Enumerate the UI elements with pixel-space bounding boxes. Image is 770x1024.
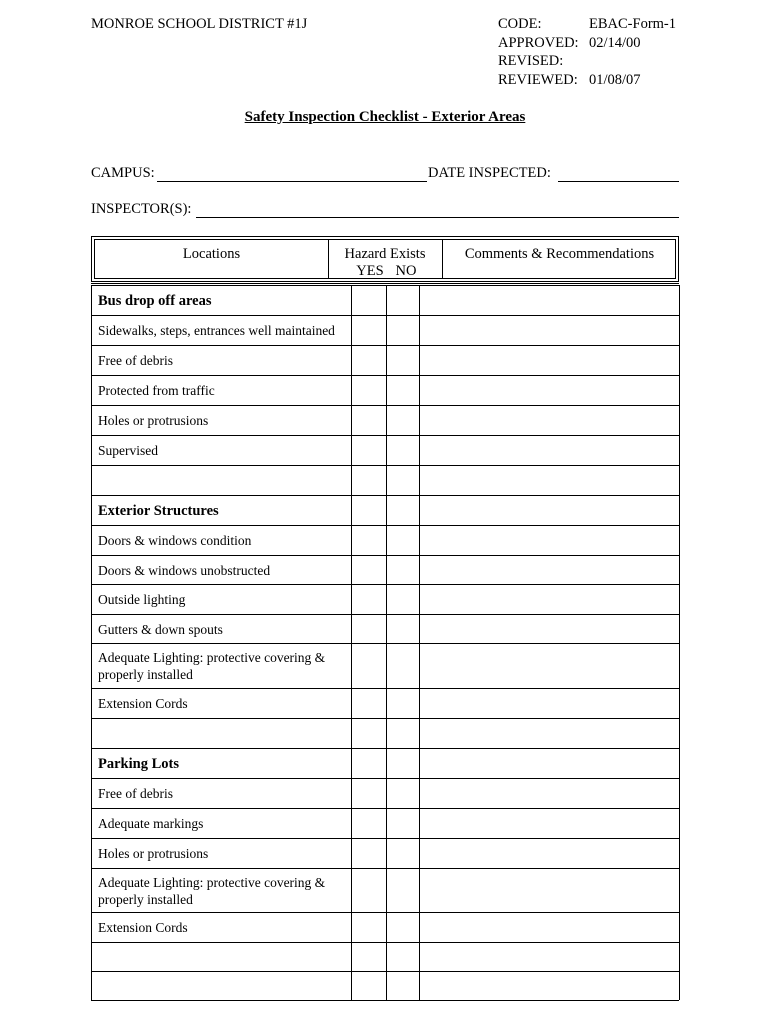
campus-label: CAMPUS: <box>91 165 155 181</box>
hazard-yes-cell[interactable] <box>352 689 386 718</box>
table-top-rule <box>91 283 679 284</box>
hazard-yes-cell[interactable] <box>352 913 386 942</box>
comments-cell[interactable] <box>420 496 679 525</box>
location-label: Adequate markings <box>98 816 204 831</box>
hazard-yes-cell[interactable] <box>352 779 386 808</box>
hazard-yes-cell[interactable] <box>352 943 386 971</box>
meta-label: APPROVED: <box>498 35 579 51</box>
location-label: properly installed <box>98 667 193 682</box>
hazard-no-cell[interactable] <box>387 689 419 718</box>
inspector-label: INSPECTOR(S): <box>91 201 192 217</box>
hazard-no-cell[interactable] <box>387 869 419 912</box>
location-label: Adequate Lighting: protective covering & <box>98 650 326 665</box>
location-label: Extension Cords <box>98 696 188 711</box>
column-header-yes: YES <box>356 263 384 279</box>
hazard-yes-cell[interactable] <box>352 526 386 555</box>
comments-cell[interactable] <box>420 869 679 912</box>
hazard-yes-cell[interactable] <box>352 406 386 435</box>
location-label: Extension Cords <box>98 920 188 935</box>
hazard-no-cell[interactable] <box>387 585 419 614</box>
hazard-no-cell[interactable] <box>387 644 419 688</box>
page-title: Safety Inspection Checklist - Exterior Areas <box>244 109 526 125</box>
location-label: Holes or protrusions <box>98 413 209 428</box>
comments-cell[interactable] <box>420 436 679 465</box>
comments-cell[interactable] <box>420 839 679 868</box>
comments-cell[interactable] <box>420 585 679 614</box>
hazard-no-cell[interactable] <box>387 376 419 405</box>
header-divider <box>442 240 443 278</box>
location-label: properly installed <box>98 892 193 907</box>
table-border-bottom <box>91 1000 679 1001</box>
meta-value: EBAC-Form-1 <box>589 16 676 32</box>
hazard-yes-cell[interactable] <box>352 556 386 584</box>
comments-cell[interactable] <box>420 972 679 1000</box>
comments-cell[interactable] <box>420 526 679 555</box>
hazard-no-cell[interactable] <box>387 406 419 435</box>
comments-cell[interactable] <box>420 316 679 345</box>
comments-cell[interactable] <box>420 346 679 375</box>
table-border-right <box>679 285 680 1000</box>
location-label: Free of debris <box>98 353 173 368</box>
hazard-yes-cell[interactable] <box>352 972 386 1000</box>
comments-cell[interactable] <box>420 376 679 405</box>
hazard-no-cell[interactable] <box>387 779 419 808</box>
meta-revised <box>498 53 688 72</box>
hazard-yes-cell[interactable] <box>352 316 386 345</box>
hazard-yes-cell[interactable] <box>352 466 386 495</box>
comments-cell[interactable] <box>420 689 679 718</box>
meta-code <box>498 16 688 35</box>
hazard-yes-cell[interactable] <box>352 585 386 614</box>
hazard-no-cell[interactable] <box>387 839 419 868</box>
hazard-no-cell[interactable] <box>387 526 419 555</box>
comments-cell[interactable] <box>420 286 679 315</box>
inspector-field[interactable] <box>196 217 679 218</box>
location-label: Doors & windows condition <box>98 533 252 548</box>
date-inspected-field[interactable] <box>558 181 679 182</box>
hazard-yes-cell[interactable] <box>352 809 386 838</box>
location-label: Free of debris <box>98 786 173 801</box>
meta-value: 01/08/07 <box>589 72 641 88</box>
campus-field[interactable] <box>157 181 427 182</box>
section-title: Bus drop off areas <box>98 293 212 309</box>
hazard-no-cell[interactable] <box>387 943 419 971</box>
comments-cell[interactable] <box>420 406 679 435</box>
comments-cell[interactable] <box>420 644 679 688</box>
comments-cell[interactable] <box>420 943 679 971</box>
hazard-yes-cell[interactable] <box>352 436 386 465</box>
comments-cell[interactable] <box>420 719 679 748</box>
comments-cell[interactable] <box>420 913 679 942</box>
hazard-yes-cell[interactable] <box>352 839 386 868</box>
location-label: Holes or protrusions <box>98 846 209 861</box>
section-title: Exterior Structures <box>98 503 219 519</box>
location-label: Protected from traffic <box>98 383 215 398</box>
location-label: Supervised <box>98 443 158 458</box>
hazard-no-cell[interactable] <box>387 615 419 643</box>
comments-cell[interactable] <box>420 556 679 584</box>
column-header-locations: Locations <box>182 246 241 262</box>
hazard-no-cell[interactable] <box>387 972 419 1000</box>
hazard-no-cell[interactable] <box>387 913 419 942</box>
meta-label: CODE: <box>498 16 542 32</box>
location-label: Outside lighting <box>98 592 186 607</box>
meta-approved <box>498 35 688 54</box>
comments-cell[interactable] <box>420 749 679 778</box>
hazard-no-cell[interactable] <box>387 436 419 465</box>
meta-label: REVIEWED: <box>498 72 578 88</box>
hazard-yes-cell[interactable] <box>352 496 386 525</box>
hazard-no-cell[interactable] <box>387 719 419 748</box>
comments-cell[interactable] <box>420 809 679 838</box>
hazard-yes-cell[interactable] <box>352 346 386 375</box>
meta-reviewed <box>498 72 688 91</box>
district-name: MONROE SCHOOL DISTRICT #1J <box>91 16 308 32</box>
column-header-no: NO <box>395 263 417 279</box>
hazard-no-cell[interactable] <box>387 809 419 838</box>
location-label: Doors & windows unobstructed <box>98 563 271 578</box>
date-inspected-label: DATE INSPECTED: <box>428 165 551 181</box>
column-header-hazard: Hazard Exists <box>344 246 426 262</box>
hazard-no-cell[interactable] <box>387 466 419 495</box>
section-title: Parking Lots <box>98 756 179 772</box>
hazard-yes-cell[interactable] <box>352 376 386 405</box>
column-header-comments: Comments & Recommendations <box>464 246 655 262</box>
header-divider <box>328 240 329 278</box>
hazard-no-cell[interactable] <box>387 346 419 375</box>
hazard-yes-cell[interactable] <box>352 869 386 912</box>
hazard-no-cell[interactable] <box>387 286 419 315</box>
hazard-no-cell[interactable] <box>387 749 419 778</box>
meta-value: 02/14/00 <box>589 35 641 51</box>
hazard-yes-cell[interactable] <box>352 286 386 315</box>
hazard-yes-cell[interactable] <box>352 644 386 688</box>
comments-cell[interactable] <box>420 779 679 808</box>
table-header <box>94 239 676 279</box>
hazard-no-cell[interactable] <box>387 316 419 345</box>
hazard-yes-cell[interactable] <box>352 719 386 748</box>
hazard-yes-cell[interactable] <box>352 615 386 643</box>
hazard-yes-cell[interactable] <box>352 749 386 778</box>
comments-cell[interactable] <box>420 615 679 643</box>
location-label: Adequate Lighting: protective covering & <box>98 875 326 890</box>
location-label: Sidewalks, steps, entrances well maintained <box>98 323 335 338</box>
meta-label: REVISED: <box>498 53 564 69</box>
comments-cell[interactable] <box>420 466 679 495</box>
hazard-no-cell[interactable] <box>387 556 419 584</box>
hazard-no-cell[interactable] <box>387 496 419 525</box>
location-label: Gutters & down spouts <box>98 622 223 637</box>
